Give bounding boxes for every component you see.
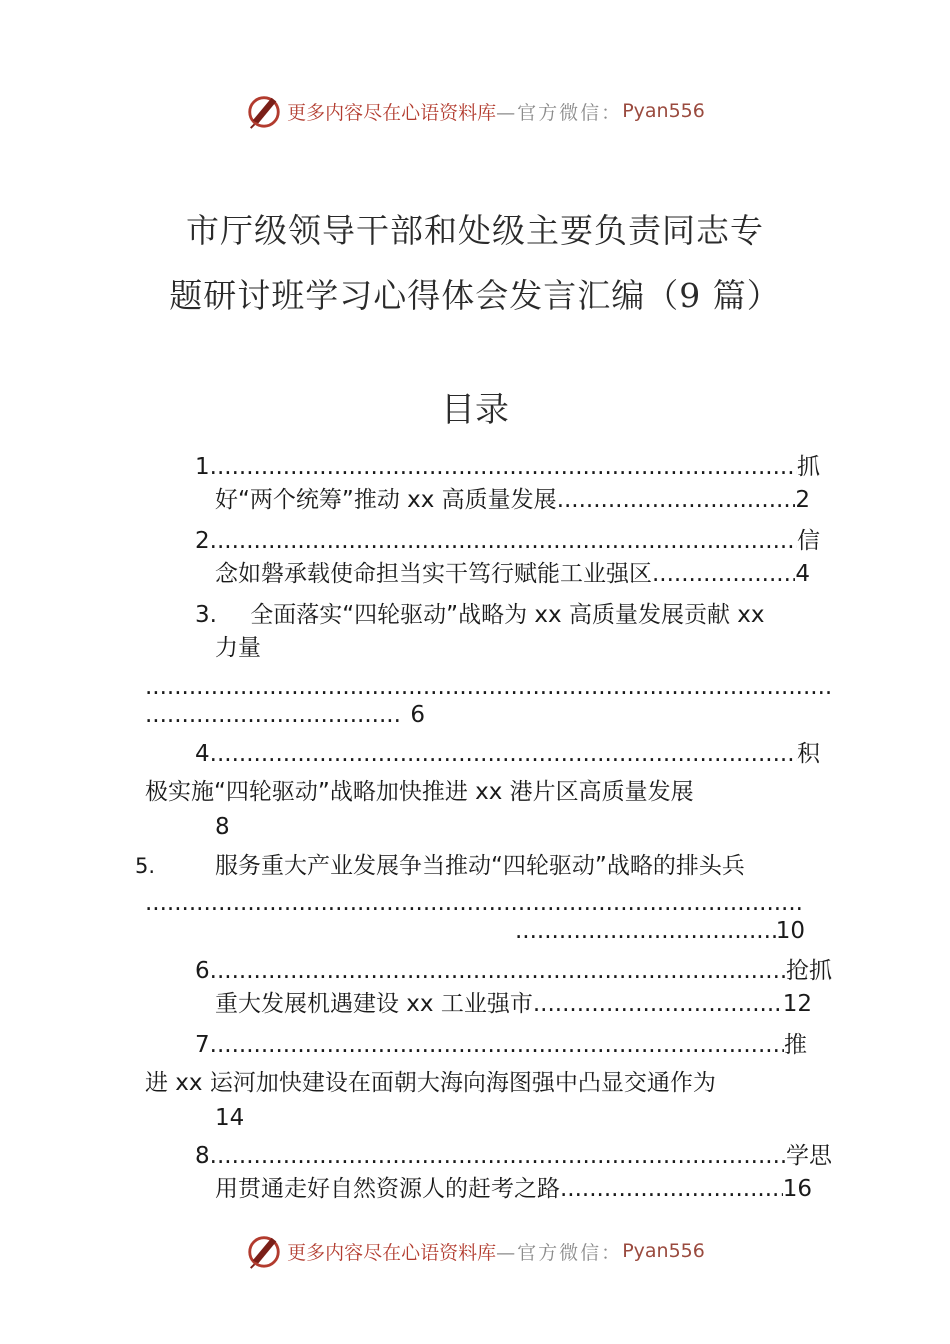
toc-leader-dots <box>217 1141 786 1171</box>
pen-in-circle-icon <box>245 92 283 130</box>
toc-number: 2. <box>195 528 217 554</box>
toc-entry-6[interactable] <box>195 956 832 986</box>
toc-entry-4-cont <box>145 777 694 807</box>
toc-title-head: 服务重大产业发展争当推动“四轮驱动”战略的排头兵 <box>215 853 745 879</box>
toc-number: 8. <box>195 1143 217 1169</box>
toc-entry-8[interactable] <box>195 1141 832 1171</box>
watermark-id: Pyan556 <box>622 1240 705 1262</box>
toc-title-cont: 极实施“四轮驱动”战略加快推进 xx 港片区高质量发展 <box>145 779 694 805</box>
toc-page: 14 <box>215 1105 245 1131</box>
toc-entry-8-cont[interactable] <box>215 1174 812 1204</box>
toc-number: 7. <box>195 1032 217 1058</box>
toc-page: 4 <box>795 561 810 587</box>
pen-in-circle-icon <box>245 1232 283 1270</box>
toc-entry-1-cont[interactable] <box>215 485 810 515</box>
toc-page: 2 <box>795 487 810 513</box>
document-title-line2: 题研讨班学习心得体会发言汇编（9 篇） <box>169 276 781 315</box>
toc-entry-7[interactable] <box>195 1030 807 1060</box>
header-watermark <box>0 92 950 130</box>
watermark-main: 更多内容尽在心语资料库 <box>287 101 497 124</box>
toc-title-head: 全面落实“四轮驱动”战略为 xx 高质量发展贡献 xx <box>250 602 765 628</box>
toc-page: 8 <box>215 814 230 840</box>
toc-leader-dots <box>560 1174 783 1204</box>
toc-leader-dots <box>515 916 776 946</box>
toc-title-head: 推 <box>784 1032 807 1058</box>
toc-title-head: 抢抓 <box>786 958 832 984</box>
toc-title-head: 积 <box>797 741 820 767</box>
toc-leader-dots <box>145 700 402 730</box>
toc-leader-dots <box>217 956 786 986</box>
toc-entry-7-cont <box>145 1068 716 1098</box>
toc-page: 12 <box>782 991 812 1017</box>
toc-title-cont: 用贯通走好自然资源人的赶考之路 <box>215 1176 560 1202</box>
toc-leader-dots <box>217 739 797 769</box>
toc-entry-4-page-line <box>215 812 230 842</box>
toc-number: 1. <box>195 454 217 480</box>
toc-page: 6 <box>410 702 425 728</box>
toc-entry-3-page-line <box>145 700 425 730</box>
toc-entry-1[interactable] <box>195 452 820 482</box>
watermark-main: 更多内容尽在心语资料库 <box>287 1241 497 1264</box>
toc-leader-line <box>145 888 805 918</box>
toc-title-cont: 力量 <box>215 635 261 661</box>
toc-page: 16 <box>782 1176 812 1202</box>
toc-heading: 目录 <box>441 390 509 430</box>
toc-title-head: 信 <box>797 528 820 554</box>
toc-entry-2-cont[interactable] <box>215 559 810 589</box>
toc-leader-dots <box>557 485 796 515</box>
toc-leader-dots <box>217 526 797 556</box>
toc-number: 3. <box>195 602 217 628</box>
toc-number: 6. <box>195 958 217 984</box>
document-title-line1: 市厅级领导干部和处级主要负责同志专 <box>186 211 764 250</box>
toc-title-cont: 重大发展机遇建设 xx 工业强市 <box>215 991 533 1017</box>
toc-title-cont: 念如磐承载使命担当实干笃行赋能工业强区 <box>215 561 652 587</box>
toc-page: 10 <box>775 918 805 944</box>
toc-leader-dots <box>145 672 833 702</box>
toc-entry-3[interactable] <box>195 600 845 630</box>
toc-title-cont: 进 xx 运河加快建设在面朝大海向海图强中凸显交通作为 <box>145 1070 716 1096</box>
toc-number-5: 5. <box>135 854 156 878</box>
toc-leader-line <box>145 672 833 702</box>
toc-leader-dots <box>145 888 805 918</box>
watermark-sub: —官方微信： <box>496 101 623 124</box>
toc-entry-4[interactable] <box>195 739 820 769</box>
toc-title-head: 学思 <box>786 1143 832 1169</box>
watermark-id: Pyan556 <box>622 100 705 122</box>
toc-entry-5[interactable] <box>215 851 745 881</box>
footer-watermark <box>0 1232 950 1270</box>
toc-leader-dots <box>217 1030 784 1060</box>
toc-title-cont: 好“两个统筹”推动 xx 高质量发展 <box>215 487 557 513</box>
toc-leader-dots <box>217 452 797 482</box>
toc-entry-6-cont[interactable] <box>215 989 812 1019</box>
toc-leader-dots <box>533 989 783 1019</box>
toc-entry-2[interactable] <box>195 526 820 556</box>
toc-number: 4. <box>195 741 217 767</box>
toc-entry-5-page-line <box>515 916 805 946</box>
toc-entry-3-cont <box>215 633 261 663</box>
toc-title-head: 抓 <box>797 454 820 480</box>
toc-entry-7-page-line <box>215 1103 244 1133</box>
toc-leader-dots <box>652 559 795 589</box>
watermark-sub: —官方微信： <box>496 1241 623 1264</box>
